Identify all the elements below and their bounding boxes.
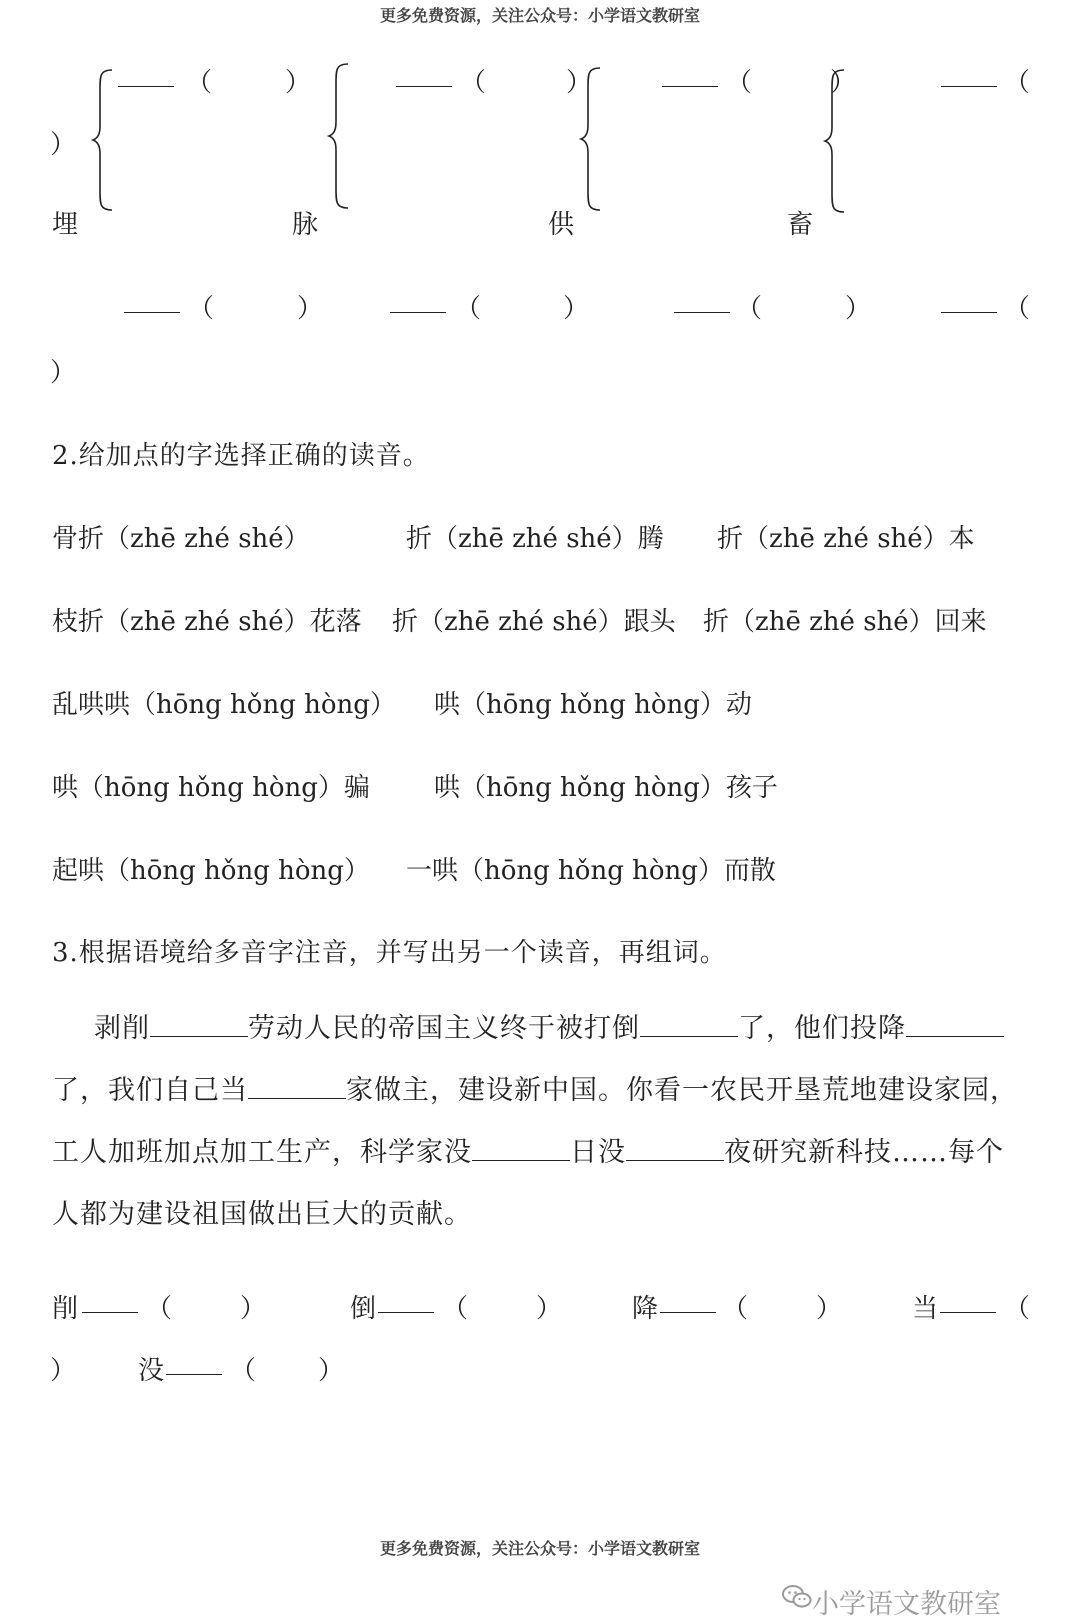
q3-paren-open: （ (722, 1294, 750, 1324)
q3-char: 当 (912, 1294, 940, 1324)
q1-paren-open: （ (736, 294, 764, 324)
para-text: 剥削 (94, 1013, 150, 1044)
q3-blank[interactable] (660, 1290, 716, 1320)
q3-paren-open: （ (442, 1294, 470, 1324)
q1-paren-close: ） (285, 68, 313, 98)
q1-paren-open: （ (455, 294, 483, 324)
q3-paren-close: ） (240, 1294, 268, 1324)
para-text: 了，他们投降 (738, 1013, 906, 1044)
q1-paren-close: ） (845, 294, 873, 324)
q3-char: 倒 (350, 1294, 378, 1324)
left-brace-icon (822, 68, 848, 216)
q3-paren-close: ） (536, 1294, 564, 1324)
q1-char: 供 (548, 210, 576, 240)
q2-item[interactable]: 起哄（hōng hǒng hòng） (52, 856, 370, 886)
q1-paren-close: ） (50, 358, 78, 388)
page-header: 更多免费资源，关注公众号：小学语文教研室 (379, 6, 700, 25)
para-text: 夜研究新科技……每个 (724, 1137, 1004, 1168)
q1-blank-bottom-3[interactable] (674, 290, 730, 320)
q1-paren-open: （ (460, 68, 488, 98)
q1-char: 埋 (52, 210, 80, 240)
q1-blank-top-1[interactable] (118, 64, 174, 94)
q1-paren-open: （ (726, 68, 754, 98)
q1-paren-open: （ (1004, 294, 1032, 324)
q1-blank-bottom-4[interactable] (941, 290, 997, 320)
q1-blank-top-4[interactable] (941, 64, 997, 94)
answer-blank[interactable] (248, 1072, 346, 1099)
q3-char: 降 (632, 1294, 660, 1324)
q3-title: 3.根据语境给多音字注音，并写出另一个读音，再组词。 (52, 938, 727, 968)
q2-item[interactable]: 折（zhē zhé shé）跟头 (392, 607, 676, 637)
page-footer: 更多免费资源，关注公众号：小学语文教研室 (379, 1539, 700, 1558)
q1-blank-top-3[interactable] (662, 64, 718, 94)
q3-paragraph (52, 998, 1022, 1246)
q1-char: 脉 (292, 210, 320, 240)
wechat-icon (782, 1584, 812, 1610)
q2-item[interactable]: 折（zhē zhé shé）回来 (703, 607, 987, 637)
q3-paren-open: （ (1004, 1294, 1032, 1324)
q2-item[interactable]: 哄（hōng hǒng hòng）骗 (52, 773, 370, 803)
answer-blank[interactable] (626, 1134, 724, 1161)
q2-item[interactable]: 一哄（hōng hǒng hòng）而散 (406, 856, 776, 886)
left-brace-icon (90, 68, 116, 213)
q1-paren-close: ） (563, 294, 591, 324)
q2-item[interactable]: 枝折（zhē zhé shé）花落 (52, 607, 362, 637)
para-text: 了，我们自己当 (52, 1075, 248, 1106)
q2-item[interactable]: 折（zhē zhé shé）腾 (406, 524, 664, 554)
q1-paren-open: （ (188, 294, 216, 324)
q1-paren-close: ） (297, 294, 325, 324)
q3-paren-open: （ (146, 1294, 174, 1324)
q3-blank[interactable] (166, 1352, 222, 1382)
para-text: 工人加班加点加工生产，科学家没 (52, 1137, 472, 1168)
q2-item[interactable]: 折（zhē zhé shé）本 (717, 524, 975, 554)
q1-char: 畜 (787, 210, 815, 240)
left-brace-icon (578, 66, 604, 214)
q2-item[interactable]: 哄（hōng hǒng hòng）动 (434, 690, 752, 720)
answer-blank[interactable] (906, 1010, 1004, 1037)
q3-char: 没 (138, 1356, 166, 1386)
q1-blank-top-2[interactable] (396, 64, 452, 94)
q2-item[interactable]: 哄（hōng hǒng hòng）孩子 (434, 773, 778, 803)
answer-blank[interactable] (150, 1010, 248, 1037)
q3-blank[interactable] (940, 1290, 996, 1320)
q3-paren-close: ） (816, 1294, 844, 1324)
q1-blank-bottom-1[interactable] (124, 290, 180, 320)
q1-blank-bottom-2[interactable] (390, 290, 446, 320)
left-brace-icon (326, 62, 352, 212)
para-text: 日没 (570, 1137, 626, 1168)
answer-blank[interactable] (472, 1134, 570, 1161)
para-text: 家做主，建设新中国。你看一农民开垦荒地建设家园， (346, 1075, 1018, 1106)
q1-paren-close: ） (830, 68, 858, 98)
watermark-text: 小学语文教研室 (812, 1589, 1001, 1620)
para-text: 劳动人民的帝国主义终于被打倒 (248, 1013, 640, 1044)
q1-paren-close: ） (566, 68, 594, 98)
q3-paren-close: ） (318, 1356, 346, 1386)
q1-paren-open: （ (186, 68, 214, 98)
q1-paren-close: ） (50, 130, 78, 160)
q3-char: 削 (52, 1294, 80, 1324)
q3-blank[interactable] (378, 1290, 434, 1320)
para-text: 人都为建设祖国做出巨大的贡献。 (52, 1199, 472, 1230)
q2-title: 2.给加点的字选择正确的读音。 (52, 441, 430, 471)
q3-paren-open: （ (230, 1356, 258, 1386)
answer-blank[interactable] (640, 1010, 738, 1037)
q2-item[interactable]: 乱哄哄（hōng hǒng hòng） (52, 690, 396, 720)
q1-paren-open: （ (1004, 68, 1032, 98)
q2-item[interactable]: 骨折（zhē zhé shé） (52, 524, 310, 554)
q3-paren-close: ） (50, 1356, 78, 1386)
q3-blank[interactable] (82, 1290, 138, 1320)
